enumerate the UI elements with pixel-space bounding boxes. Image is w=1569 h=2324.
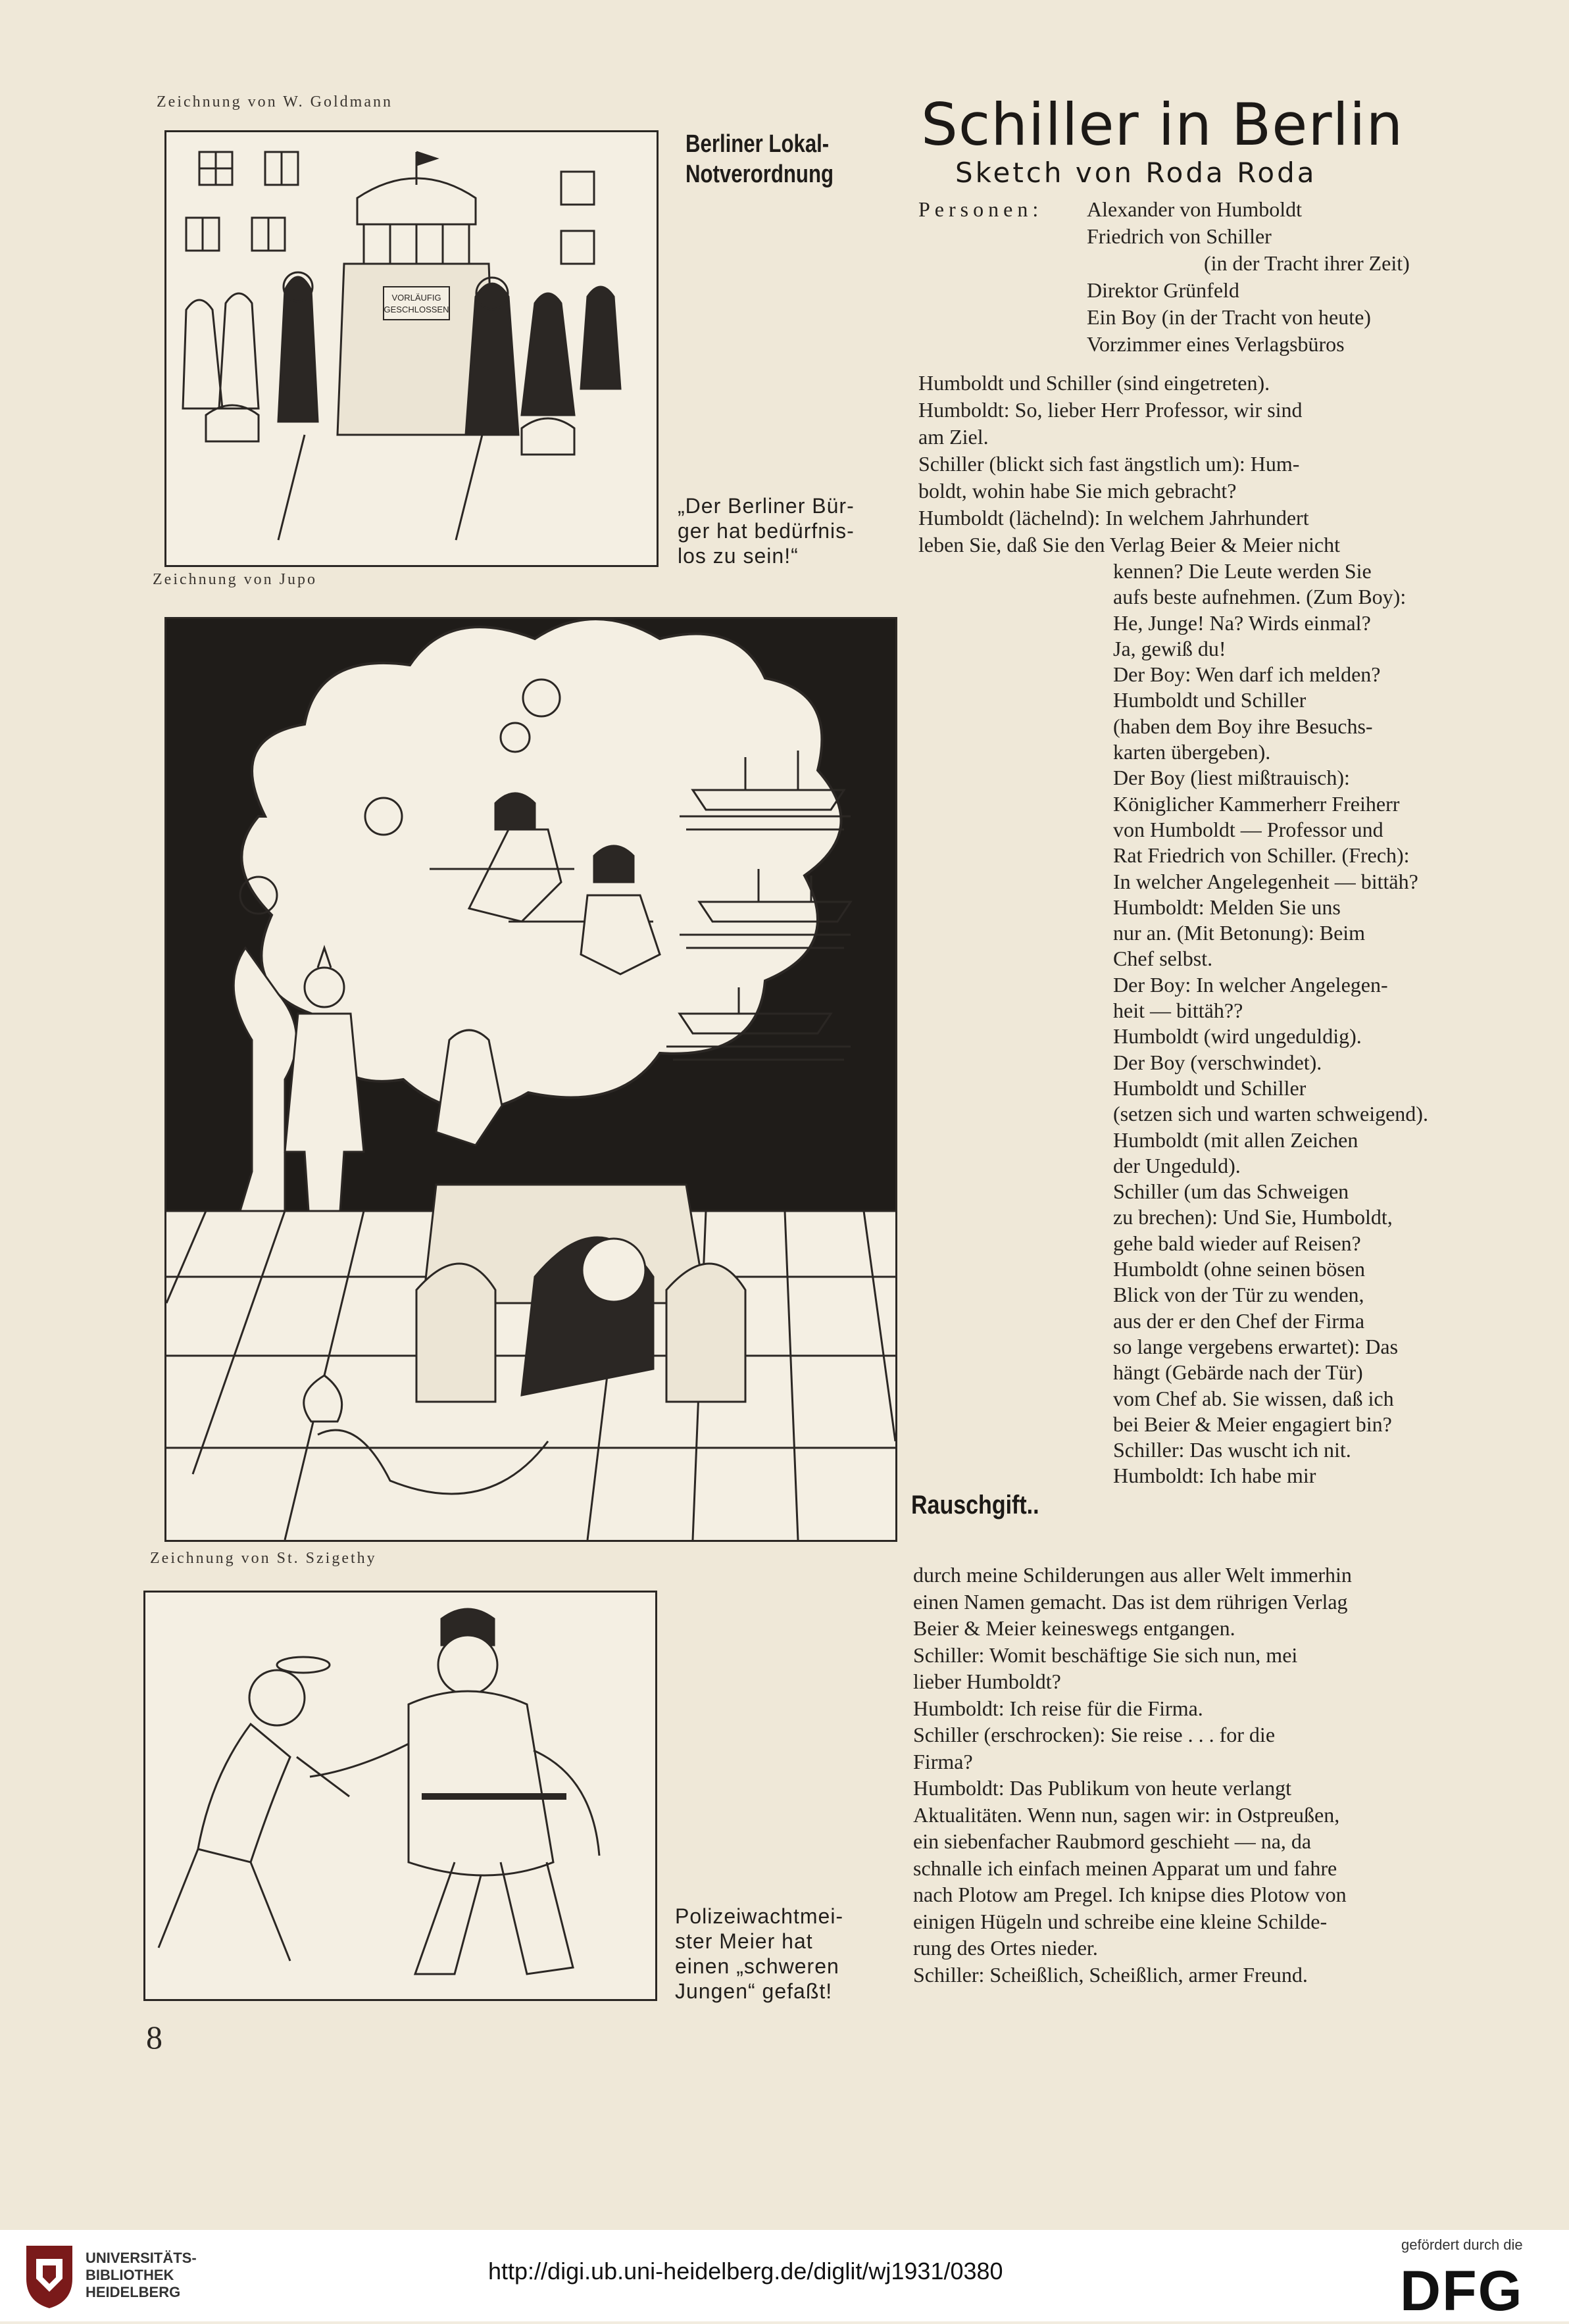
text-line: durch meine Schilderungen aus aller Welt immerhin — [913, 1563, 1352, 1587]
text-line: He, Junge! Na? Wirds einmal? — [1113, 610, 1371, 635]
text-line: Aktualitäten. Wenn nun, sagen wir: in Ostpreußen, — [913, 1802, 1340, 1827]
article-body-narrow — [1113, 558, 1485, 1489]
text-line: Humboldt: Ich reise für die Firma. — [913, 1696, 1203, 1720]
text-line: Humboldt (ohne seinen bösen — [1113, 1257, 1366, 1281]
side-title — [685, 129, 834, 189]
text-line: Humboldt: Melden Sie uns — [1113, 895, 1341, 919]
cartoon-rauschgift-art — [166, 619, 895, 1540]
article-body-bottom — [913, 1562, 1485, 1988]
text-line: (setzen sich und warten schweigend). — [1113, 1102, 1428, 1126]
person-tracht: (in der Tracht ihrer Zeit) — [1204, 251, 1410, 275]
quote-caption-line-2: ger hat bedürfnis- — [678, 519, 855, 543]
article-subtitle: Sketch von Roda Roda — [955, 157, 1317, 189]
quote-caption — [678, 493, 855, 568]
personen-label-text: Personen: — [918, 197, 1043, 221]
text-line: von Humboldt — Professor und — [1113, 817, 1383, 841]
text-line: boldt, wohin habe Sie mich gebracht? — [918, 479, 1237, 503]
page-number: 8 — [146, 2019, 162, 2056]
text-line: nur an. (Mit Betonung): Beim — [1113, 921, 1366, 945]
cartoon-polizeiwachtmeister-art — [145, 1593, 655, 1999]
rauschgift-caption: Rauschgift.. — [911, 1491, 1039, 1520]
person-setting: Vorzimmer eines Verlagsbüros — [1087, 332, 1345, 356]
police-caption-line-1: Polizeiwachtmei- — [675, 1904, 844, 1928]
dfg-logo[interactable]: DFG — [1400, 2260, 1524, 2323]
text-line: ein siebenfacher Raubmord geschieht — na, da — [913, 1829, 1312, 1853]
cartoon-rauschgift — [164, 617, 897, 1542]
text-line: Königlicher Kammerherr Freiherr — [1113, 791, 1400, 816]
text-line: Schiller (um das Schweigen — [1113, 1179, 1349, 1204]
text-line: hängt (Gebärde nach der Tür) — [1113, 1360, 1363, 1385]
quote-caption-line-1: „Der Berliner Bür- — [678, 494, 855, 518]
text-line: Ja, gewiß du! — [1113, 636, 1226, 660]
text-line: einigen Hügeln und schreibe eine kleine Schilde- — [913, 1909, 1328, 1933]
text-line: heit — bittäh?? — [1113, 999, 1243, 1023]
police-caption-line-3: einen „schweren — [675, 1954, 839, 1978]
text-line: nach Plotow am Pregel. Ich knipse dies Plotow von — [913, 1883, 1347, 1906]
institution-name[interactable] — [86, 2250, 197, 2301]
text-line: Schiller (blickt sich fast ängstlich um): Hum- — [918, 452, 1300, 476]
text-line: Der Boy: Wen darf ich melden? — [1113, 662, 1381, 687]
text-line: bei Beier & Meier engagiert bin? — [1113, 1412, 1392, 1436]
cartoon-polizeiwachtmeister — [143, 1591, 657, 2001]
text-line: Der Boy: In welcher Angelegen- — [1113, 972, 1388, 997]
text-line: einen Namen gemacht. Das ist dem rührigen Verlag — [913, 1589, 1348, 1614]
text-line: (haben dem Boy ihre Besuchs- — [1113, 714, 1373, 738]
text-line: In welcher Angelegenheit — bittäh? — [1113, 869, 1418, 893]
text-line: Humboldt: So, lieber Herr Professor, wir sind — [918, 398, 1303, 422]
university-logo-icon[interactable] — [20, 2239, 79, 2312]
person-humboldt: Alexander von Humboldt — [1087, 197, 1303, 221]
credit-szigethy: Zeichnung von St. Szigethy — [150, 1550, 377, 1567]
sign-line-1: VORLÄUFIG — [391, 293, 441, 303]
text-line: gehe bald wieder auf Reisen? — [1113, 1231, 1361, 1255]
side-title-line-2: Notverordnung — [685, 161, 834, 188]
text-line: Humboldt (wird ungeduldig). — [1113, 1024, 1362, 1049]
side-title-line-1: Berliner Lokal- — [685, 130, 830, 158]
person-boy: Ein Boy (in der Tracht von heute) — [1087, 305, 1371, 329]
text-line: rung des Ortes nieder. — [913, 1936, 1098, 1960]
text-line: am Ziel. — [918, 425, 989, 449]
text-line: karten übergeben). — [1113, 740, 1271, 764]
text-line: Humboldt: Das Publikum von heute verlangt — [913, 1776, 1292, 1800]
article-title: Schiller in Berlin — [921, 91, 1404, 159]
text-line: Humboldt (mit allen Zeichen — [1113, 1127, 1358, 1152]
text-line: Schiller: Scheißlich, Scheißlich, armer Freund. — [913, 1962, 1308, 1987]
text-line: Blick von der Tür zu wenden, — [1113, 1283, 1364, 1307]
person-schiller: Friedrich von Schiller — [1087, 224, 1272, 248]
institution-line-3: HEIDELBERG — [86, 2284, 181, 2300]
institution-line-1: UNIVERSITÄTS- — [86, 2250, 197, 2266]
quote-caption-line-3: los zu sein!“ — [678, 544, 799, 568]
text-line: Schiller: Das wuscht ich nit. — [1113, 1438, 1351, 1462]
text-line: vom Chef ab. Sie wissen, daß ich — [1113, 1386, 1394, 1410]
credit-goldmann: Zeichnung von W. Goldmann — [157, 93, 393, 111]
personen-label — [918, 196, 1043, 223]
text-line: Schiller (erschrocken): Sie reise . . . for die — [913, 1723, 1276, 1746]
text-line: Chef selbst. — [1113, 947, 1213, 971]
text-line: aufs beste aufnehmen. (Zum Boy): — [1113, 585, 1407, 609]
text-line: Humboldt und Schiller — [1113, 1075, 1307, 1100]
cartoon-berliner-lokal-art — [166, 132, 657, 565]
cartoon-berliner-lokal — [164, 130, 659, 567]
text-line: der Ungeduld). — [1113, 1153, 1241, 1177]
text-line: Schiller: Womit beschäftige Sie sich nun, mei — [913, 1643, 1298, 1667]
personen-list — [1087, 196, 1485, 358]
text-line: zu brechen): Und Sie, Humboldt, — [1113, 1205, 1393, 1229]
text-line: so lange vergebens erwartet): Das — [1113, 1334, 1399, 1358]
person-gruenfeld: Direktor Grünfeld — [1087, 278, 1239, 302]
text-line: Rat Friedrich von Schiller. (Frech): — [1113, 843, 1410, 868]
institution-line-2: BIBLIOTHEK — [86, 2267, 174, 2283]
sign-line-2: GESCHLOSSEN — [384, 305, 449, 314]
text-line: Firma? — [913, 1749, 973, 1773]
text-line: aus der er den Chef der Firma — [1113, 1308, 1365, 1333]
article-body-top — [918, 370, 1484, 558]
text-line: Beier & Meier keineswegs entgangen. — [913, 1616, 1235, 1640]
police-caption-line-4: Jungen“ gefaßt! — [675, 1979, 833, 2003]
text-line: Der Boy (liest mißtrauisch): — [1113, 766, 1350, 790]
text-line: leben Sie, daß Sie den Verlag Beier & Meier nicht — [918, 533, 1340, 556]
police-caption-line-2: ster Meier hat — [675, 1929, 813, 1953]
police-caption — [675, 1904, 843, 2004]
text-line: kennen? Die Leute werden Sie — [1113, 559, 1372, 583]
funded-by-text: gefördert durch die — [1401, 2237, 1523, 2253]
text-line: lieber Humboldt? — [913, 1669, 1061, 1693]
text-line: Humboldt und Schiller — [1113, 688, 1307, 712]
credit-jupo: Zeichnung von Jupo — [153, 571, 317, 588]
text-line: schnalle ich einfach meinen Apparat um und fahre — [913, 1856, 1337, 1880]
text-line: Humboldt: Ich habe mir — [1113, 1464, 1316, 1488]
footer-bar — [0, 2230, 1569, 2321]
text-line: Der Boy (verschwindet). — [1113, 1050, 1322, 1074]
source-url-link[interactable]: http://digi.ub.uni-heidelberg.de/diglit/wj1931/0380 — [488, 2258, 1003, 2285]
text-line: Humboldt (lächelnd): In welchem Jahrhundert — [918, 506, 1309, 530]
text-line: Humboldt und Schiller (sind eingetreten). — [918, 371, 1270, 395]
